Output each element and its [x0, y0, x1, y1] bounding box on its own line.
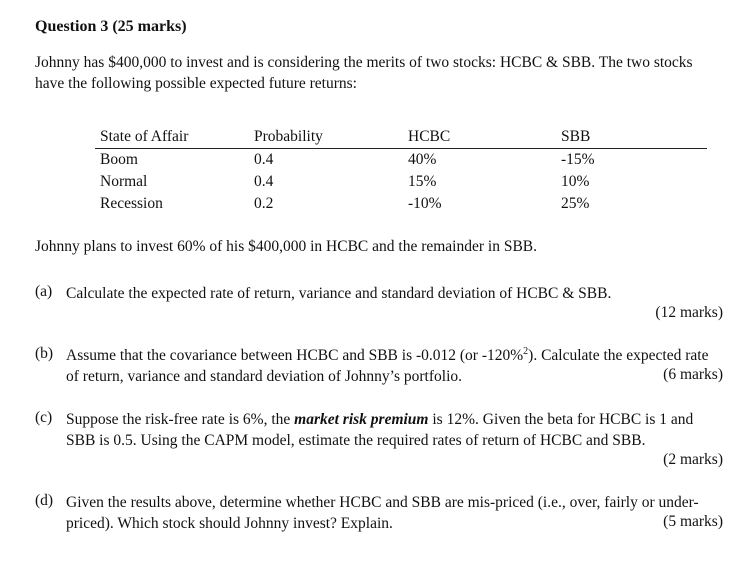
part-b-label: (b)	[35, 345, 54, 362]
part-d	[35, 492, 723, 536]
table-cell: -15%	[561, 151, 595, 168]
part-d-marks: (5 marks)	[663, 513, 723, 530]
part-a-marks: (12 marks)	[655, 304, 723, 321]
part-c-label: (c)	[35, 409, 53, 426]
part-d-label: (d)	[35, 492, 54, 509]
part-d-text: Given the results above, determine whether HCBC and SBB are mis-priced (i.e., over, fairly or under-priced). Which stock should Johnny invest? Explain.	[66, 494, 699, 532]
part-a-label: (a)	[35, 283, 53, 300]
part-b-text	[66, 345, 723, 387]
table-cell: 40%	[408, 151, 437, 168]
table-cell: Normal	[100, 173, 148, 190]
table-cell: 10%	[561, 173, 590, 190]
part-c-emphasis: market risk premium	[294, 411, 429, 428]
table-cell: 0.4	[254, 151, 274, 168]
table-cell: 0.2	[254, 195, 274, 212]
part-a	[35, 283, 723, 327]
table-cell: -10%	[408, 195, 442, 212]
part-b-superscript: 2	[523, 345, 529, 357]
part-b-text-end: ). Calculate the expected rate of return, variance and standard deviation of Johnny’s portfolio.	[66, 347, 709, 385]
part-b-text-start: Assume that the covariance between HCBC and SBB is -0.012 (or -120%	[66, 347, 524, 364]
table-cell: Boom	[100, 151, 138, 168]
part-c-text-end: is 12%. Given the beta for HCBC is 1 and SBB is 0.5. Using the CAPM model, estimate the required rates of return of HCBC and SBB.	[66, 411, 694, 449]
part-c-marks: (2 marks)	[663, 451, 723, 468]
table-header-sbb: SBB	[561, 128, 591, 145]
table-cell: Recession	[100, 195, 163, 212]
question-intro: Johnny has $400,000 to invest and is considering the merits of two stocks: HCBC & SBB. The two stocks have the following possible expected future returns:	[35, 54, 693, 92]
table-cell: 0.4	[254, 173, 274, 190]
part-c-text-start: Suppose the risk-free rate is 6%, the	[66, 411, 295, 428]
table-header-hcbc: HCBC	[408, 128, 451, 145]
table-header-rule	[95, 148, 707, 149]
table-cell: 25%	[561, 195, 590, 212]
part-c-text	[66, 409, 723, 451]
table-cell: 15%	[408, 173, 437, 190]
table-header-probability: Probability	[254, 128, 323, 145]
returns-table	[95, 128, 707, 218]
part-a-text: Calculate the expected rate of return, variance and standard deviation of HCBC & SBB.	[66, 285, 612, 302]
part-b-marks: (6 marks)	[663, 366, 723, 383]
part-b	[35, 345, 723, 389]
table-header-state: State of Affair	[100, 128, 189, 145]
question-title: Question 3 (25 marks)	[35, 18, 187, 35]
part-c	[35, 409, 723, 475]
investment-plan-text: Johnny plans to invest 60% of his $400,000 in HCBC and the remainder in SBB.	[35, 238, 538, 255]
